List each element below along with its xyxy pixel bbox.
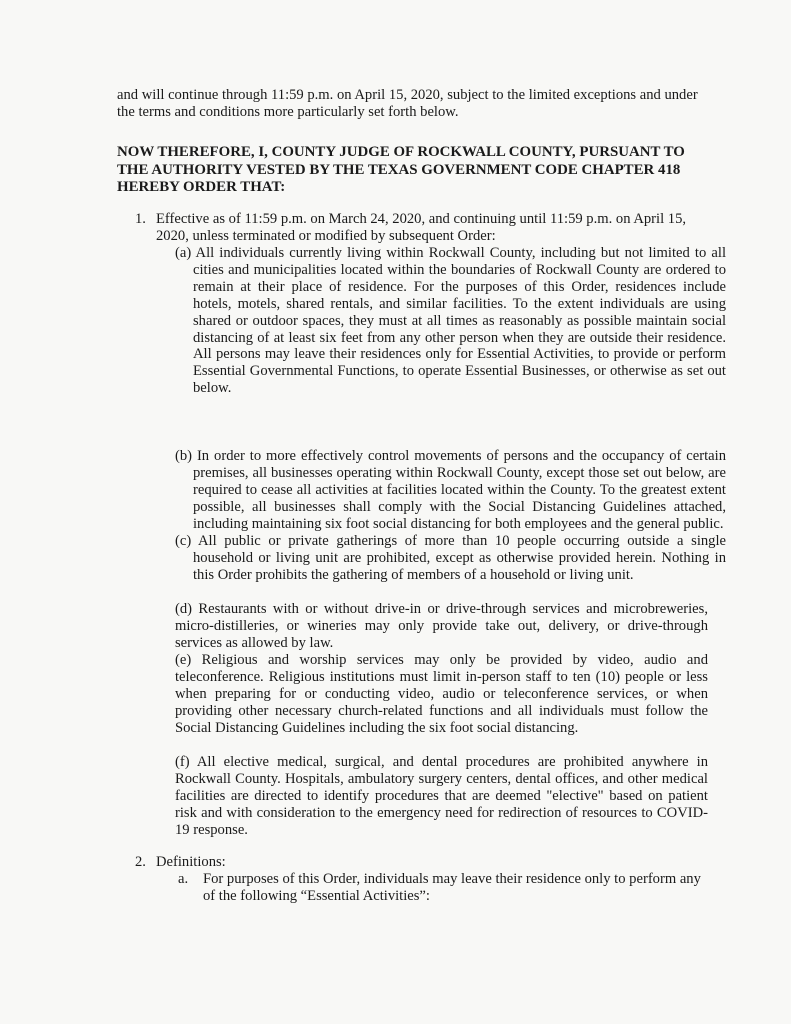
- intro-paragraph: and will continue through 11:59 p.m. on April 15, 2020, subject to the limited exceptions and under the terms and conditions more particularly set forth below.: [117, 87, 698, 120]
- heading-line-1: NOW THEREFORE, I, COUNTY JUDGE OF ROCKWALL COUNTY, PURSUANT TO: [117, 144, 685, 160]
- item-text: Effective as of 11:59 p.m. on March 24, 2020, and continuing until 11:59 p.m. on April 15, 2020, unless terminated or modified by subsequent Order:: [156, 211, 687, 244]
- item-number: 1.: [135, 211, 146, 227]
- sub-item-d: (d) Restaurants with or without drive-in or drive-through services and microbreweries, micro-distilleries, or wineries may only provide take out, delivery, or drive-through services as allowed by law.: [175, 601, 708, 651]
- sub-item-a: (a) All individuals currently living within Rockwall County, including but not limited to all cities and municipalities located within the boundaries of Rockwall County are ordered to remain at their place of residence. For the purposes of this Order, residences include hotels, motels, shared rentals, and similar facilities. To the extent individuals are using shared or outdoor spaces, they must at all times as reasonably as possible maintain social distancing of at least six feet from any other person when they are outside their residence. All persons may leave their residences only for Essential Activities, to provide or perform Essential Governmental Functions, to operate Essential Businesses, or otherwise as set out below.: [175, 245, 726, 397]
- order-heading: [117, 144, 717, 197]
- list-item-2: [135, 854, 711, 871]
- sub-item-label: a.: [178, 871, 189, 887]
- heading-line-2: THE AUTHORITY VESTED BY THE TEXAS GOVERNMENT CODE CHAPTER 418: [117, 161, 681, 178]
- item-number: 2.: [135, 854, 146, 870]
- sub-item-b: (b) In order to more effectively control movements of persons and the occupancy of certain premises, all businesses operating within Rockwall County, except those set out below, are required to cease all activities at facilities located within the County. To the greatest extent possible, all businesses shall comply with the Social Distancing Guidelines attached, including maintaining six foot social distancing for both employees and the general public.: [175, 448, 726, 532]
- sub-item-f: (f) All elective medical, surgical, and dental procedures are prohibited anywhere in Rockwall County. Hospitals, ambulatory surgery centers, dental offices, and other medical facilities are directed to identify procedures that are deemed "elective" based on patient risk and with consideration to the emergency need for redirection of resources to COVID-19 response.: [175, 754, 708, 838]
- list-item-1: [135, 211, 711, 245]
- sub-item-2a: [178, 871, 710, 905]
- heading-line-3: HEREBY ORDER THAT:: [117, 179, 286, 195]
- sub-item-e: (e) Religious and worship services may only be provided by video, audio and teleconference. Religious institutions must limit in-person staff to ten (10) people or less when preparing for or conducting video, audio or teleconference services, or when providing other necessary church-related functions and all individuals must follow the Social Distancing Guidelines including the six foot social distancing.: [175, 652, 708, 736]
- item-text: Definitions:: [156, 854, 226, 870]
- sub-item-c: (c) All public or private gatherings of more than 10 people occurring outside a single household or living unit are prohibited, except as otherwise provided herein. Nothing in this Order prohibits the gathering of members of a household or living unit.: [175, 533, 726, 583]
- sub-item-text: For purposes of this Order, individuals may leave their residence only to perform any of the following “Essential Activities”:: [203, 871, 701, 904]
